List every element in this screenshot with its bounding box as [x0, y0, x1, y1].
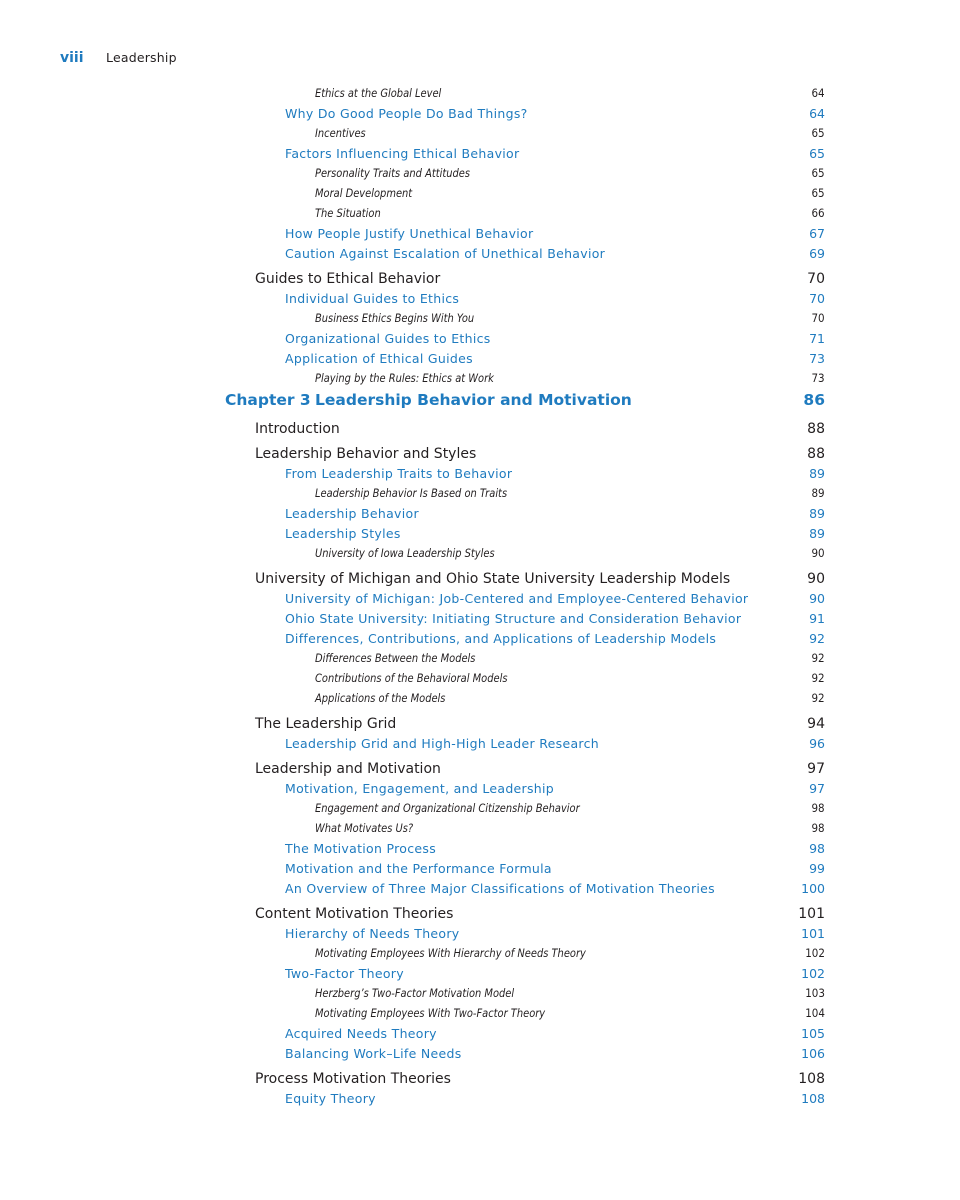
toc-entry-title: Factors Influencing Ethical Behavior [285, 146, 520, 161]
toc-page-number: 105 [801, 1026, 825, 1041]
toc-entry-title: Leadership Styles [285, 526, 401, 541]
toc-entry-title: Caution Against Escalation of Unethical Behavior [285, 246, 606, 261]
toc-page-number: 86 [803, 391, 825, 409]
toc-entry-title: Leadership Behavior Is Based on Traits [315, 486, 508, 500]
toc-entry [0, 966, 960, 986]
toc-entry-title: Equity Theory [285, 1091, 376, 1106]
page-folio: viii [60, 50, 84, 66]
chapter-heading [0, 391, 960, 411]
toc-page-number: 70 [811, 311, 825, 325]
toc-page-number: 106 [801, 1046, 825, 1061]
toc-entry-title: Process Motivation Theories [255, 1071, 451, 1087]
toc-entry [0, 166, 960, 186]
toc-page-number: 88 [807, 421, 825, 437]
toc-page-number: 108 [798, 1071, 825, 1087]
toc-entry [0, 546, 960, 566]
toc-entry-title: What Motivates Us? [315, 821, 414, 835]
toc-entry [0, 716, 960, 736]
toc-entry-title: The Situation [315, 206, 381, 220]
toc-page-number: 65 [811, 186, 825, 200]
toc-entry [0, 881, 960, 901]
toc-entry [0, 1026, 960, 1046]
toc-page-number: 69 [809, 246, 825, 261]
toc-entry [0, 841, 960, 861]
toc-entry-title: Motivation, Engagement, and Leadership [285, 781, 555, 796]
toc-entry [0, 106, 960, 126]
toc-page-number: 103 [805, 986, 825, 1000]
toc-entry-title: Leadership Behavior [285, 506, 419, 521]
toc-page-number: 104 [805, 1006, 825, 1020]
toc-entry-title: The Leadership Grid [255, 716, 397, 732]
toc-page-number: 70 [809, 291, 825, 306]
toc-entry [0, 226, 960, 246]
chapter-label: Chapter 3 [225, 391, 311, 409]
toc-entry [0, 486, 960, 506]
toc-entry-title: Leadership and Motivation [255, 761, 441, 777]
toc-entry-title: Personality Traits and Attitudes [315, 166, 471, 180]
toc-entry-title: Leadership Grid and High-High Leader Research [285, 736, 599, 751]
toc-page-number: 92 [809, 631, 825, 646]
toc-entry [0, 146, 960, 166]
toc-entry-title: University of Iowa Leadership Styles [315, 546, 495, 560]
toc-entry-title: Ethics at the Global Level [315, 86, 442, 100]
toc-page-number: 98 [809, 841, 825, 856]
toc-page-number: 73 [811, 371, 825, 385]
toc-entry-title: From Leadership Traits to Behavior [285, 466, 513, 481]
toc-entry-title: Engagement and Organizational Citizenship Behavior [315, 801, 580, 815]
toc-page-number: 92 [811, 691, 825, 705]
toc-entry-title: Motivating Employees With Hierarchy of Needs Theory [315, 946, 586, 960]
toc-page-number: 70 [807, 271, 825, 287]
toc-entry [0, 351, 960, 371]
toc-entry-title: Balancing Work–Life Needs [285, 1046, 462, 1061]
toc-page-number: 90 [807, 571, 825, 587]
toc-entry-title: Incentives [315, 126, 366, 140]
toc-entry [0, 186, 960, 206]
toc-entry-title: Playing by the Rules: Ethics at Work [315, 371, 494, 385]
toc-entry-title: Motivating Employees With Two-Factor Theory [315, 1006, 546, 1020]
toc-page-number: 90 [809, 591, 825, 606]
toc-page-number: 101 [798, 906, 825, 922]
toc-page-number: 64 [811, 86, 825, 100]
toc-entry [0, 86, 960, 106]
toc-page-number: 65 [809, 146, 825, 161]
toc-page-number: 89 [809, 506, 825, 521]
toc-entry-title: How People Justify Unethical Behavior [285, 226, 534, 241]
toc-page-number: 100 [801, 881, 825, 896]
toc-entry [0, 291, 960, 311]
toc-entry-title: University of Michigan and Ohio State University Leadership Models [255, 571, 731, 587]
toc-page-number: 102 [805, 946, 825, 960]
toc-entry-title: Differences, Contributions, and Applications of Leadership Models [285, 631, 717, 646]
toc-page-number: 98 [811, 801, 825, 815]
toc-page-number: 67 [809, 226, 825, 241]
toc-entry-title: Motivation and the Performance Formula [285, 861, 552, 876]
toc-page-number: 73 [809, 351, 825, 366]
toc-entry-title: Business Ethics Begins With You [315, 311, 475, 325]
toc-entry [0, 421, 960, 441]
toc-entry [0, 611, 960, 631]
toc-page-number: 90 [811, 546, 825, 560]
toc-page-number: 88 [807, 446, 825, 462]
toc-page-number: 94 [807, 716, 825, 732]
toc-entry-title: Contributions of the Behavioral Models [315, 671, 508, 685]
toc-entry [0, 946, 960, 966]
toc-page-number: 65 [811, 166, 825, 180]
toc-entry [0, 986, 960, 1006]
toc-entry-title: Organizational Guides to Ethics [285, 331, 491, 346]
toc-entry [0, 526, 960, 546]
toc-entry-title: University of Michigan: Job-Centered and Employee-Centered Behavior [285, 591, 749, 606]
toc-entry-title: Applications of the Models [315, 691, 446, 705]
toc-page-number: 89 [809, 466, 825, 481]
toc-entry-title: Moral Development [315, 186, 413, 200]
toc-entry [0, 1071, 960, 1091]
toc-entry [0, 821, 960, 841]
toc-page-number: 65 [811, 126, 825, 140]
toc-entry [0, 591, 960, 611]
toc-entry [0, 1006, 960, 1026]
toc-entry-title: Introduction [255, 421, 340, 437]
toc-entry-title: Individual Guides to Ethics [285, 291, 460, 306]
toc-entry [0, 246, 960, 266]
toc-entry [0, 506, 960, 526]
toc-entry-title: Why Do Good People Do Bad Things? [285, 106, 528, 121]
toc-entry-title: Leadership Behavior and Styles [255, 446, 477, 462]
toc-entry-title: Ohio State University: Initiating Structure and Consideration Behavior [285, 611, 742, 626]
toc-entry [0, 206, 960, 226]
toc-page-number: 64 [809, 106, 825, 121]
toc-page-number: 102 [801, 966, 825, 981]
toc-page-number: 99 [809, 861, 825, 876]
toc-entry [0, 801, 960, 821]
toc-entry [0, 126, 960, 146]
toc-entry-title: The Motivation Process [285, 841, 437, 856]
toc-entry [0, 926, 960, 946]
toc-page-number: 96 [809, 736, 825, 751]
toc-entry [0, 651, 960, 671]
toc-page-number: 97 [809, 781, 825, 796]
toc-entry-title: An Overview of Three Major Classifications of Motivation Theories [285, 881, 715, 896]
toc-entry [0, 736, 960, 756]
toc-entry-title: Acquired Needs Theory [285, 1026, 437, 1041]
toc-page-number: 66 [811, 206, 825, 220]
toc-entry [0, 691, 960, 711]
toc-page-number: 92 [811, 671, 825, 685]
toc-page-number: 91 [809, 611, 825, 626]
toc-entry [0, 861, 960, 881]
toc-entry [0, 271, 960, 291]
toc-entry [0, 1091, 960, 1111]
toc-entry [0, 631, 960, 651]
toc-entry-title: Differences Between the Models [315, 651, 476, 665]
toc-entry [0, 1046, 960, 1066]
toc-entry-title: Herzberg’s Two-Factor Motivation Model [315, 986, 515, 1000]
toc-page-number: 71 [809, 331, 825, 346]
toc-entry [0, 906, 960, 926]
toc-entry-title: Content Motivation Theories [255, 906, 454, 922]
toc-entry [0, 371, 960, 391]
toc-entry-title: Guides to Ethical Behavior [255, 271, 441, 287]
toc-page-number: 98 [811, 821, 825, 835]
toc-entry-title: Hierarchy of Needs Theory [285, 926, 460, 941]
toc-entry [0, 331, 960, 351]
chapter-name: Leadership Behavior and Motivation [315, 391, 632, 409]
running-title: Leadership [106, 50, 177, 65]
toc-page-number: 108 [801, 1091, 825, 1106]
toc-entry [0, 761, 960, 781]
chapter-title [225, 391, 632, 409]
toc-page-number: 89 [811, 486, 825, 500]
toc-page-number: 89 [809, 526, 825, 541]
toc-entry [0, 466, 960, 486]
toc-entry-title: Two-Factor Theory [285, 966, 404, 981]
toc-entry [0, 571, 960, 591]
toc-entry [0, 446, 960, 466]
toc-page-number: 101 [801, 926, 825, 941]
toc-entry [0, 781, 960, 801]
toc-entry-title: Application of Ethical Guides [285, 351, 473, 366]
toc-entry [0, 311, 960, 331]
toc-page-number: 97 [807, 761, 825, 777]
toc-entry [0, 671, 960, 691]
toc-page-number: 92 [811, 651, 825, 665]
